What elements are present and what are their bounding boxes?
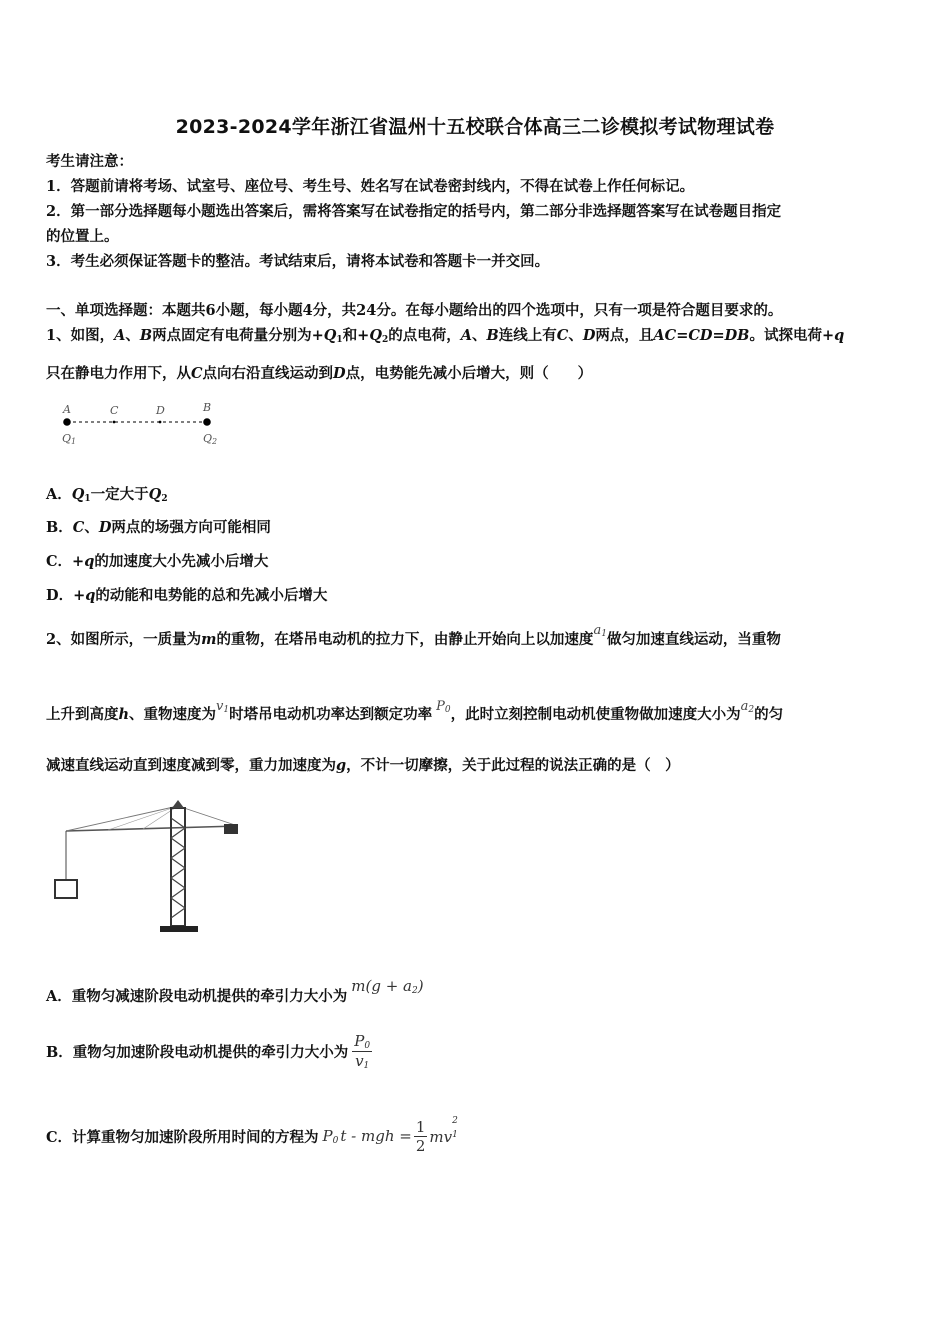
symbol-sub: 1 <box>223 705 230 715</box>
option-c-formula <box>319 1127 412 1145</box>
point-d <box>159 421 162 424</box>
label-q2-letter: Q <box>203 432 213 445</box>
crane-truss <box>108 806 178 830</box>
option-text: 计算重物匀加速阶段所用时间的方程为 <box>72 1129 319 1146</box>
point-c <box>113 421 116 424</box>
q1-text: 两点，且 <box>595 327 654 344</box>
option-text: C <box>72 519 85 536</box>
q1-option-a[interactable] <box>46 483 168 504</box>
q1-text: A <box>460 327 473 344</box>
q1-text: C <box>191 365 203 382</box>
label-a: A <box>63 403 71 416</box>
crane-top <box>172 800 184 808</box>
q1-text: 和+ <box>342 327 370 344</box>
q2-text: 的匀 <box>754 706 784 723</box>
q1-text: D <box>582 327 596 344</box>
option-text: 的动能和电势能的总和先减小后增大 <box>95 587 328 604</box>
q2-text: 、重物速度为 <box>129 706 217 723</box>
crane-load <box>55 880 77 898</box>
option-letter: A． <box>46 988 72 1005</box>
option-text: + <box>73 587 86 604</box>
q1-text: A <box>114 327 126 344</box>
fraction-numerator <box>352 1032 372 1052</box>
q2-text: 时塔吊电动机功率达到额定功率 <box>229 706 433 723</box>
q1-option-b[interactable] <box>46 516 271 537</box>
formula-part: ) <box>417 977 424 995</box>
option-letter: C． <box>46 553 73 570</box>
q1-line-2 <box>46 364 592 384</box>
q2-line-3 <box>46 756 680 776</box>
label-d: D <box>156 404 165 417</box>
option-text: Q <box>71 486 85 503</box>
label-q2 <box>203 432 217 446</box>
formula-part: P <box>354 1032 365 1050</box>
option-text: 的加速度大小先减小后增大 <box>94 553 269 570</box>
label-b: B <box>203 401 212 414</box>
formula-sup: 2 <box>452 1115 458 1126</box>
q1-text: D <box>333 365 346 382</box>
notice-item-2-cont: 的位置上。 <box>46 228 119 245</box>
formula-sub: 0 <box>332 1136 339 1146</box>
option-a-formula <box>347 977 423 995</box>
q2-option-a[interactable] <box>46 977 424 1006</box>
q1-text: 2 <box>381 335 389 345</box>
option-letter: B． <box>46 1044 73 1061</box>
symbol-sub: 1 <box>601 629 607 639</box>
q1-text: 1 <box>336 335 343 345</box>
q1-text: 。试探电荷+ <box>749 327 835 344</box>
option-text: 两点的场强方向可能相同 <box>111 519 271 536</box>
q1-option-d[interactable] <box>46 584 327 605</box>
label-q1-letter: Q <box>62 432 72 445</box>
q2-line-2 <box>46 699 784 729</box>
formula-sub: 1 <box>363 1061 370 1071</box>
option-letter: B． <box>46 519 73 536</box>
q1-text: C <box>556 327 569 344</box>
charge-point-a <box>63 418 71 426</box>
formula-scripts <box>452 1115 460 1146</box>
formula-part: mv <box>429 1127 453 1146</box>
symbol-letter: a <box>593 623 602 638</box>
q2-line-1 <box>46 623 781 654</box>
crane-tie <box>66 806 178 831</box>
formula-part: m(g + a <box>351 977 412 995</box>
crane-figure <box>48 798 248 936</box>
fraction-denominator: 2 <box>415 1137 426 1155</box>
q1-option-c[interactable] <box>46 550 268 571</box>
q2-text: 的重物，在塔吊电动机的拉力下，由静止开始向上以加速度 <box>216 631 594 648</box>
formula-part: t - mgh = <box>340 1127 412 1145</box>
label-q2-sub: 2 <box>212 437 218 446</box>
q2-text: ，此时立刻控制电动机使重物做加速度大小为 <box>450 706 741 723</box>
q2-text: 减速直线运动直到速度减到零，重力加速度为 <box>46 757 336 774</box>
symbol-a1 <box>593 623 607 638</box>
option-text: 重物匀减速阶段电动机提供的牵引力大小为 <box>71 988 348 1005</box>
notice-heading: 考生请注意： <box>46 153 133 170</box>
q1-text: 点，电势能先减小后增大，则（ ） <box>345 365 593 382</box>
q2-option-b[interactable] <box>46 1032 372 1071</box>
fraction-numerator: 1 <box>415 1118 426 1136</box>
crane-jib <box>66 826 238 831</box>
option-text: 、 <box>84 519 99 536</box>
q1-text: 、 <box>472 327 487 344</box>
crane-counterweight <box>224 824 238 834</box>
symbol-sub: 2 <box>748 705 755 715</box>
q2-text: m <box>201 631 217 648</box>
crane-tower-bracing <box>171 818 185 918</box>
option-c-formula-end <box>429 1115 460 1146</box>
option-text: 1 <box>84 494 91 504</box>
option-c-fraction <box>414 1118 428 1155</box>
q2-text: ，不计一切摩擦，关于此过程的说法正确的是（ ） <box>346 757 680 774</box>
option-text: + <box>72 553 85 570</box>
option-text: 一定大于 <box>90 486 149 503</box>
section-heading: 一、单项选择题：本题共6小题，每小题4分，共24分。在每小题给出的四个选项中，只有一项是符合题目要求的。 <box>46 302 783 319</box>
formula-sub: 0 <box>364 1041 371 1051</box>
crane-tie-back <box>178 806 238 826</box>
label-q1-sub: 1 <box>71 437 77 446</box>
notice-item-1: 1．答题前请将考场、试室号、座位号、考生号、姓名写在试卷密封线内，不得在试卷上作任何标记。 <box>46 178 695 195</box>
charges-figure <box>55 398 235 450</box>
q1-text: 两点固定有电荷量分别为+ <box>152 327 324 344</box>
symbol-letter: a <box>740 699 749 714</box>
q1-text: Q <box>369 327 382 344</box>
q2-text: 做匀加速直线运动，当重物 <box>606 631 781 648</box>
symbol-a2 <box>741 699 755 714</box>
option-text: D <box>98 519 112 536</box>
q1-text: 的点电荷， <box>388 327 461 344</box>
symbol-letter: v <box>216 699 224 714</box>
option-letter: D． <box>46 587 74 604</box>
symbol-sub: 0 <box>444 705 451 715</box>
q2-text: 2、如图所示，一质量为 <box>46 631 202 648</box>
option-text: Q <box>148 486 162 503</box>
page-title: 2023-2024学年浙江省温州十五校联合体高三二诊模拟考试物理试卷 <box>175 116 775 138</box>
q1-text: 1、如图， <box>46 327 115 344</box>
formula-part: P <box>322 1127 333 1145</box>
notice-item-3: 3．考生必须保证答题卡的整洁。考试结束后，请将本试卷和答题卡一并交回。 <box>46 253 550 270</box>
symbol-letter: P <box>436 699 445 714</box>
q1-text: Q <box>323 327 337 344</box>
label-q1 <box>62 432 76 446</box>
q1-text: q <box>834 327 845 344</box>
option-letter: C． <box>46 1129 73 1146</box>
q1-text: B <box>486 327 499 344</box>
notice-item-2: 2．第一部分选择题每小题选出答案后，需将答案写在试卷指定的括号内，第二部分非选择题答案写在试卷题目指定 <box>46 203 782 220</box>
formula-part: v <box>355 1052 364 1070</box>
q1-text: 、 <box>568 327 583 344</box>
q1-text: 只在静电力作用下，从 <box>46 365 191 382</box>
q2-text: 上升到高度 <box>46 706 119 723</box>
symbol-p0 <box>432 699 450 714</box>
fraction-denominator <box>352 1052 372 1071</box>
q1-text: B <box>139 327 153 344</box>
q1-text: 、 <box>125 327 140 344</box>
q1-text: AC=CD=DB <box>653 327 750 344</box>
option-b-fraction <box>352 1032 372 1071</box>
q1-line-1 <box>46 326 844 350</box>
crane-base <box>160 926 198 932</box>
q2-text: h <box>118 706 130 723</box>
option-text: 重物匀加速阶段电动机提供的牵引力大小为 <box>72 1044 349 1061</box>
formula-sub: 2 <box>412 986 418 996</box>
q1-text: 点向右沿直线运动到 <box>202 365 334 382</box>
symbol-v1 <box>216 699 229 714</box>
option-text: q <box>85 587 96 604</box>
option-letter: A． <box>46 486 72 503</box>
charge-point-b <box>203 418 211 426</box>
option-text: q <box>84 553 95 570</box>
formula-sub: 1 <box>452 1129 458 1140</box>
q1-text: 连线上有 <box>498 327 557 344</box>
label-c: C <box>110 404 119 417</box>
option-text: 2 <box>161 494 168 504</box>
q2-option-c[interactable] <box>46 1115 460 1155</box>
q2-text: g <box>336 757 347 774</box>
